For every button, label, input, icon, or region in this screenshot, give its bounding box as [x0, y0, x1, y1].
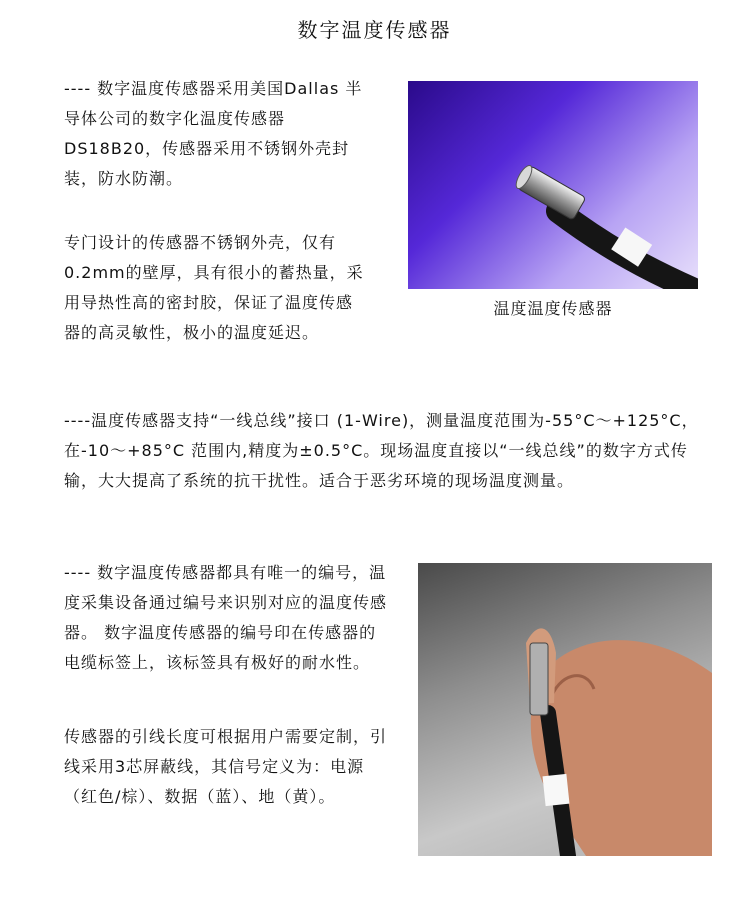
photo-caption: 温度温度传感器 — [493, 299, 613, 318]
sensor-probe-photo — [408, 81, 698, 289]
sensor-probe-illustration — [408, 81, 698, 289]
hand-sensor-illustration — [418, 563, 712, 856]
wiring-paragraph: 传感器的引线长度可根据用户需要定制，引线采用3芯屏蔽线，其信号定义为：电源（红色/棕）、数据（蓝）、地（黄）。 — [64, 727, 388, 806]
spec-paragraph: ----温度传感器支持“一线总线”接口 (1-Wire)，测量温度范围为-55°C～+125°C，在-10～+85°C 范围内,精度为±0.5°C。现场温度直接以“一线总线”的数字方式传输，大大提高了系统的抗干扰性。适合于恶劣环境的现场温度测量。 — [64, 411, 699, 490]
intro-paragraph: ---- 数字温度传感器采用美国Dallas 半导体公司的数字化温度传感器DS18B20，传感器采用不锈钢外壳封装，防水防潮。 — [64, 79, 363, 188]
page-title: 数字温度传感器 — [297, 18, 452, 42]
hand-holding-sensor-photo — [418, 563, 712, 856]
design-paragraph: 专门设计的传感器不锈钢外壳，仅有0.2mm的壁厚，具有很小的蓄热量，采用导热性高的密封胶，保证了温度传感器的高灵敏性，极小的温度延迟。 — [64, 233, 364, 342]
id-paragraph: ---- 数字温度传感器都具有唯一的编号，温度采集设备通过编号来识别对应的温度传感器。 数字温度传感器的编号印在传感器的电缆标签上，该标签具有极好的耐水性。 — [64, 563, 388, 672]
